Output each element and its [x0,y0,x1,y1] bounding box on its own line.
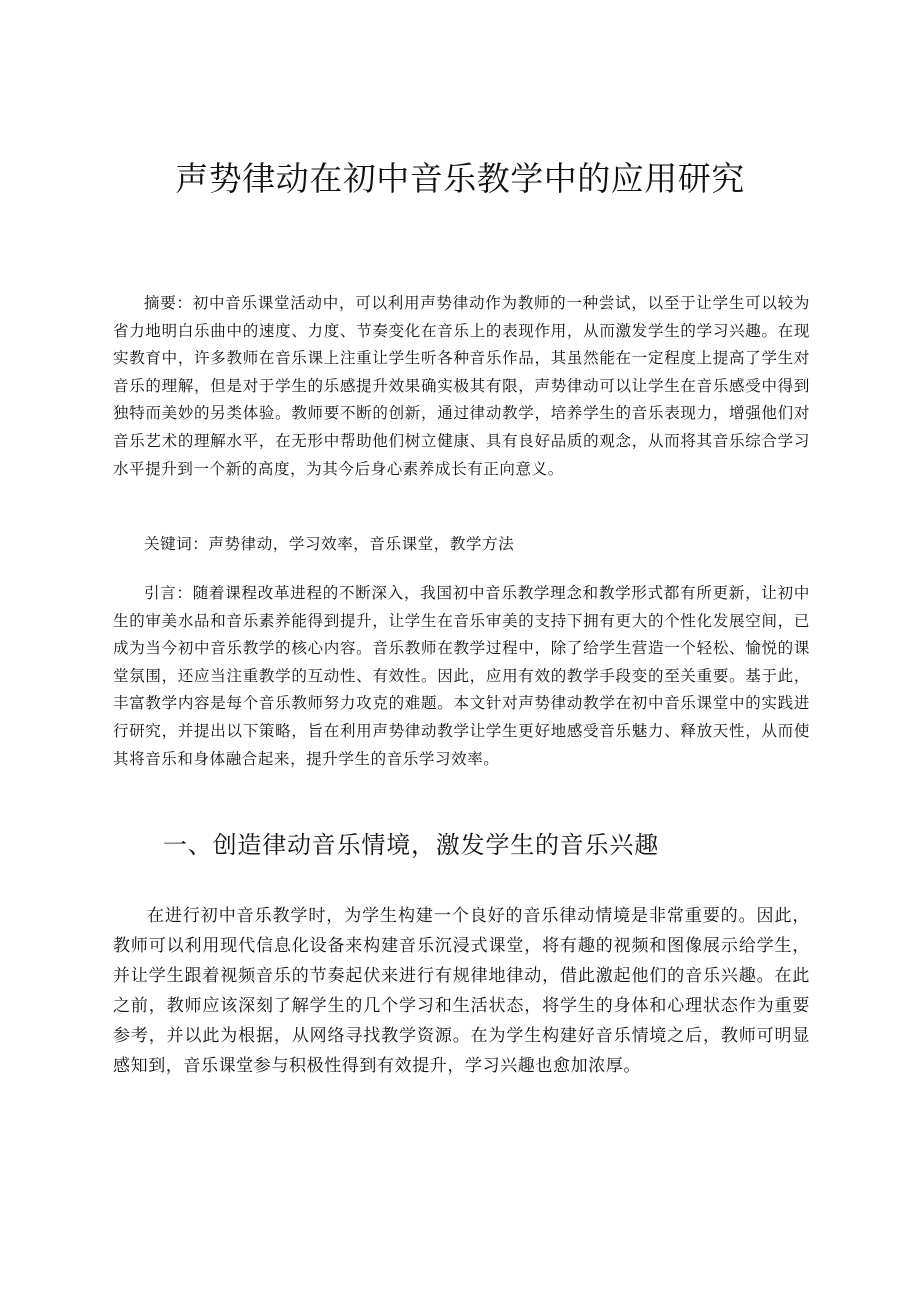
introduction-paragraph: 引言：随着课程改革进程的不断深入，我国初中音乐教学理念和教学形式都有所更新，让初中生的审美水品和音乐素养能得到提升，让学生在音乐审美的支持下拥有更大的个性化发展空间，已成为当今初中音乐教学的核心内容。音乐教师在教学过程中，除了给学生营造一个轻松、愉悦的课堂氛围，还应当注重教学的互动性、有效性。因此，应用有效的教学手段变的至关重要。基于此，丰富教学内容是每个音乐教师努力攻克的难题。本文针对声势律动教学在初中音乐课堂中的实践进行研究，并提出以下策略，旨在利用声势律动教学让学生更好地感受音乐魅力、释放天性，从而使其将音乐和身体融合起来，提升学生的音乐学习效率。 [113,584,810,768]
abstract-paragraph: 摘要：初中音乐课堂活动中，可以利用声势律动作为教师的一种尝试，以至于让学生可以较为省力地明白乐曲中的速度、力度、节奏变化在音乐上的表现作用，从而激发学生的学习兴趣。在现实教育中，许多教师在音乐课上注重让学生听各种音乐作品，其虽然能在一定程度上提高了学生对音乐的理解，但是对于学生的乐感提升效果确实极其有限，声势律动可以让学生在音乐感受中得到独特而美妙的另类体验。教师要不断的创新，通过律动教学，培养学生的音乐表现力，增强他们对音乐艺术的理解水平，在无形中帮助他们树立健康、具有良好品质的观念，从而将其音乐综合学习水平提升到一个新的高度，为其今后身心素养成长有正向意义。 [113,294,810,478]
keywords-paragraph: 关键词：声势律动，学习效率，音乐课堂，教学方法 [144,535,515,553]
section-heading: 一、创造律动音乐情境，激发学生的音乐兴趣 [163,831,659,859]
section-body-paragraph: 在进行初中音乐教学时，为学生构建一个良好的音乐律动情境是非常重要的。因此，教师可以利用现代信息化设备来构建音乐沉浸式课堂，将有趣的视频和图像展示给学生，并让学生跟着视频音乐的节奏起伏来进行有规律地律动，借此激起他们的音乐兴趣。在此之前，教师应该深刻了解学生的几个学习和生活状态，将学生的身体和心理状态作为重要参考，并以此为根据，从网络寻找教学资源。在为学生构建好音乐情境之后，教师可明显感知到，音乐课堂参与积极性得到有效提升，学习兴趣也愈加浓厚。 [113,906,810,1076]
document-title: 声势律动在初中音乐教学中的应用研究 [175,159,745,198]
